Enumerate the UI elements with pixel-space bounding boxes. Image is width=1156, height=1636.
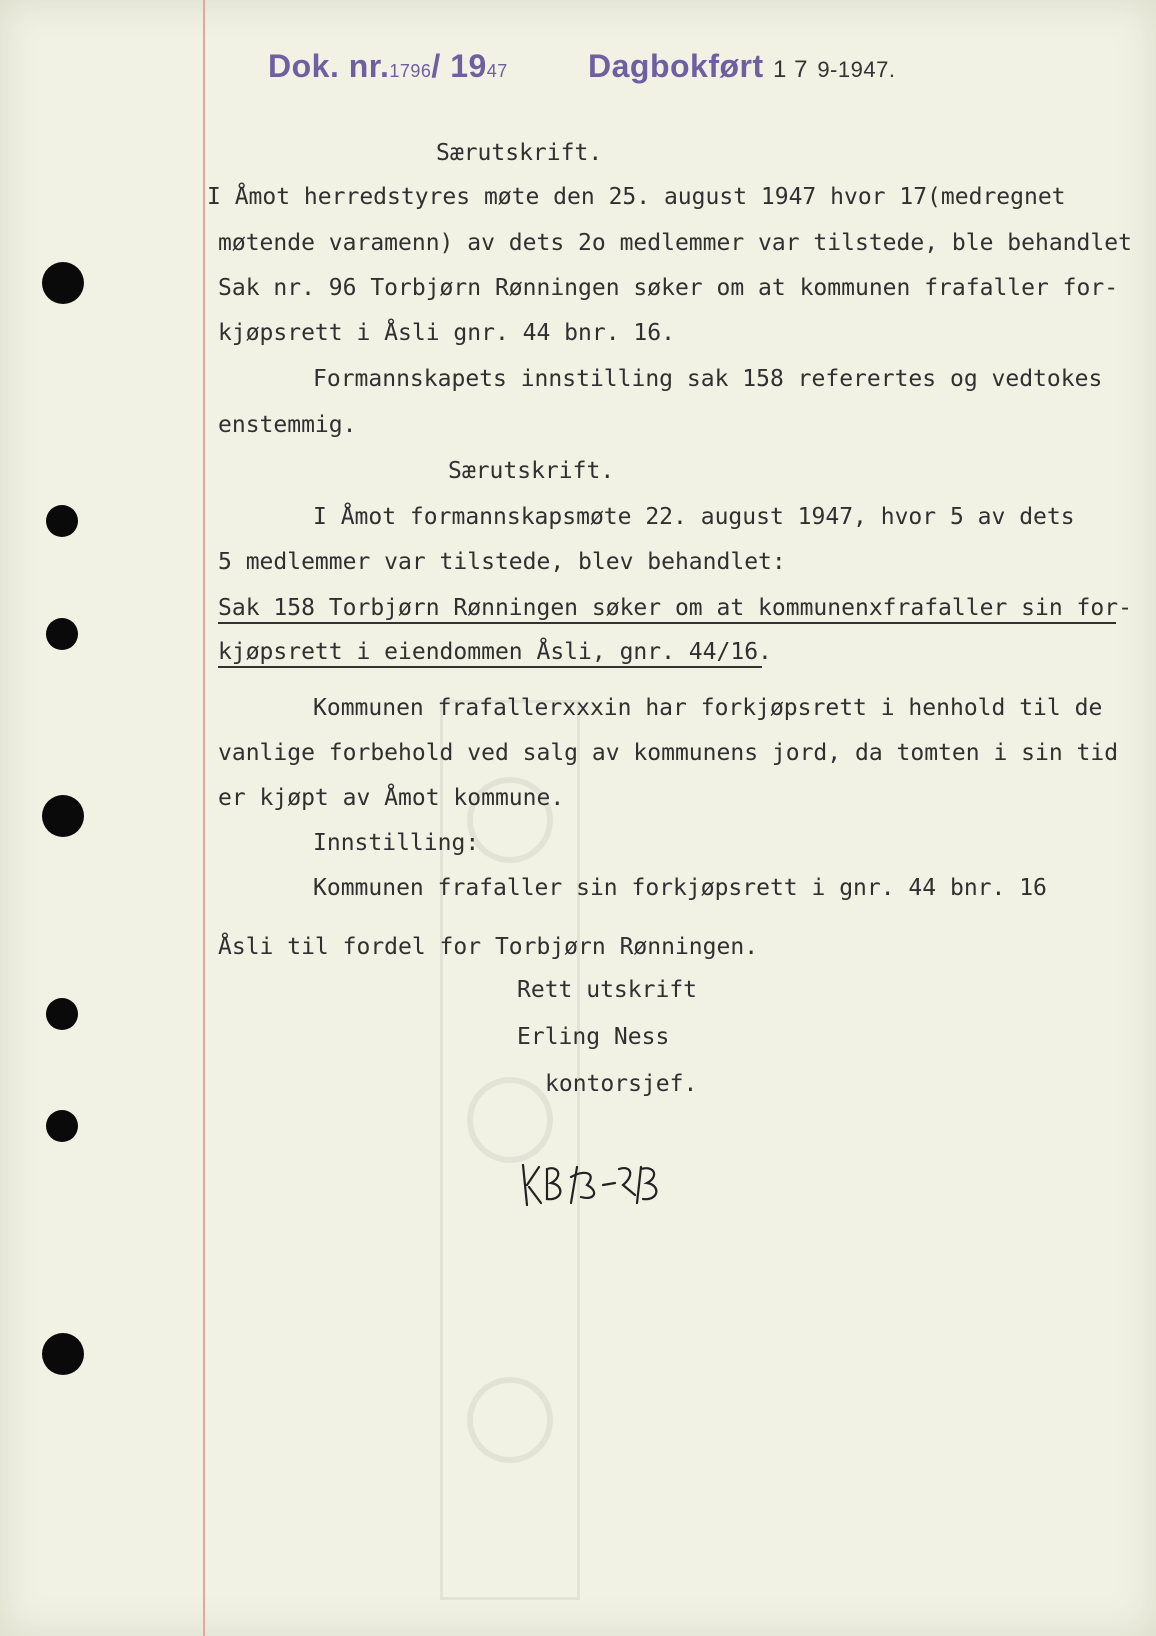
punch-hole	[42, 795, 84, 837]
punch-hole	[42, 262, 84, 304]
text-line: Sak nr. 96 Torbjørn Rønningen søker om at kommunen frafaller for-	[218, 275, 1119, 301]
heading-saerutskrift: Særutskrift.	[448, 458, 615, 484]
dagbokfort-stamp	[588, 48, 895, 85]
punch-hole	[46, 1110, 78, 1142]
heading-saerutskrift: Særutskrift.	[436, 140, 603, 166]
punch-hole	[42, 1333, 84, 1375]
dok-nr-stamp	[268, 48, 508, 85]
dagbokfort-day: 1 7	[773, 56, 808, 83]
text-line: enstemmig.	[218, 412, 357, 438]
text-line: Kommunen frafallerxxxin har forkjøpsrett i henhold til de	[313, 695, 1103, 721]
dagbokfort-date: 9-1947.	[817, 57, 896, 82]
underline	[218, 622, 1116, 624]
dok-year: / 19	[431, 48, 487, 84]
punch-hole	[46, 505, 78, 537]
underline	[218, 666, 762, 668]
dok-year-suffix: 47	[486, 61, 508, 81]
text-line: møtende varamenn) av dets 2o medlemmer var tilstede, ble behandlet	[218, 230, 1132, 256]
text-line: kjøpsrett i eiendommen Åsli, gnr. 44/16.	[218, 639, 772, 665]
text-line: Rett utskrift	[517, 977, 698, 1003]
text-line: Kommunen frafaller sin forkjøpsrett i gnr. 44 bnr. 16	[313, 875, 1047, 901]
dagbokfort-label: Dagbokført	[588, 48, 764, 84]
text-line: Åsli til fordel for Torbjørn Rønningen.	[218, 934, 759, 960]
text-line: Sak 158 Torbjørn Rønningen søker om at kommunenxfrafaller sin for-	[218, 595, 1132, 621]
text-line: Formannskapets innstilling sak 158 referertes og vedtokes	[313, 366, 1103, 392]
punch-hole	[46, 618, 78, 650]
margin-line	[203, 0, 205, 1636]
signature-initials	[515, 1155, 675, 1215]
text-line: kjøpsrett i Åsli gnr. 44 bnr. 16.	[218, 320, 675, 346]
text-line: vanlige forbehold ved salg av kommunens jord, da tomten i sin tid	[218, 740, 1119, 766]
punch-hole	[46, 998, 78, 1030]
text-line: I Åmot formannskapsmøte 22. august 1947, hvor 5 av dets	[313, 504, 1075, 530]
text-line: Innstilling:	[313, 830, 480, 856]
text-line: I Åmot herredstyres møte den 25. august 1947 hvor 17(medregnet	[207, 184, 1066, 210]
text-line: 5 medlemmer var tilstede, blev behandlet:	[218, 549, 786, 575]
text-line: kontorsjef.	[545, 1071, 698, 1097]
text-line: er kjøpt av Åmot kommune.	[218, 785, 565, 811]
dok-label: Dok. nr.	[268, 48, 390, 84]
dok-number: 1796	[389, 61, 432, 81]
text-line: Erling Ness	[517, 1024, 670, 1050]
